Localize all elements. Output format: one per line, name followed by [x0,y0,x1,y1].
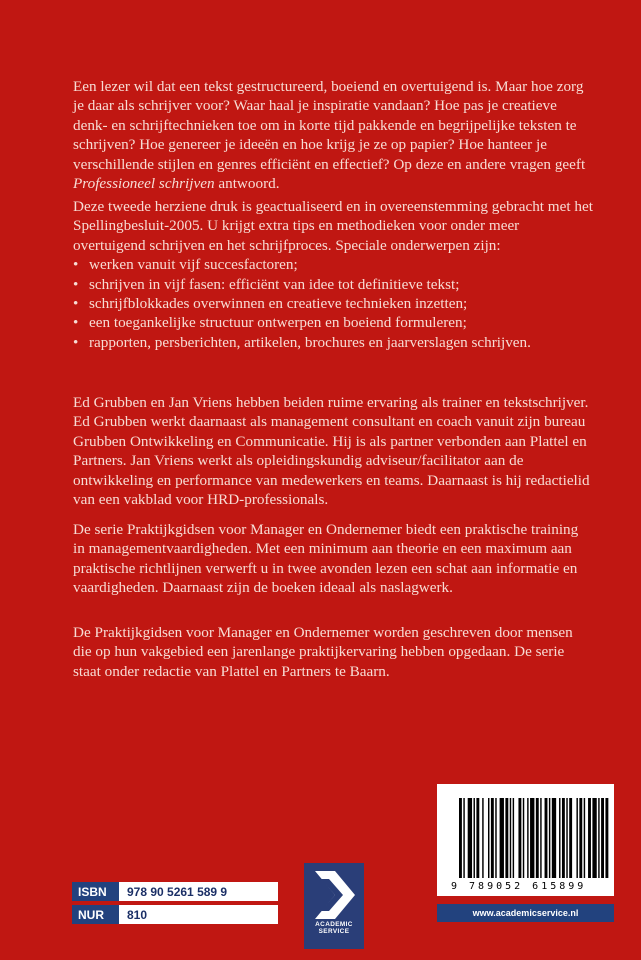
list-item: • werken vanuit vijf succesfactoren; [73,255,593,274]
edition-text: Deze tweede herziene druk is geactualiseerd en in overeenstemming gebracht met het Spellingbesluit-2005. U krijgt extra tips en methodieken voor onder meer overtuigend schrijven en het schrijfproces. Speciale onderwerpen zijn: [73,198,593,254]
barcode-bars [437,784,614,880]
website-url: www.academicservice.nl [472,908,579,918]
publisher-logo [304,863,364,949]
book-title: Professioneel schrijven [73,175,215,193]
intro-text-end: antwoord. [214,175,280,193]
list-item: • rapporten, persberichten, artikelen, brochures en jaarverslagen schrijven. [73,333,593,352]
publisher-arrow-icon [311,869,357,921]
authors-text: Ed Grubben en Jan Vriens hebben beiden ruime ervaring als trainer en tekstschrijver. Ed Grubben werkt daarnaast als management consultant en coach vanuit zijn bureau Grubben Ontwikkeling en Communicatie. Hij is als partner verbonden aan Plattel en Partners. Jan Vriens werkt als opleidingskundig adviseur/facilitator aan de ontwikkeling en performance van medewerkers en teams. Daarnaast is hij redactielid van een vakblad voor HRD-professionals. [73,394,590,509]
series-paragraph [73,520,593,598]
series-text: De serie Praktijkgidsen voor Manager en Ondernemer biedt een praktische training in managementvaardigheden. Met een minimum aan theorie en een maximum aan praktische richtlijnen verwerft u in twee avonden lezen een schat aan informatie en vaardigheden. Daarnaast zijn de boeken ideaal als naslagwerk. [73,521,579,597]
isbn-label: ISBN [72,882,119,901]
nur-value: 810 [127,907,148,922]
list-item: • schrijven in vijf fasen: efficiënt van idee tot definitieve tekst; [73,275,593,294]
nur-label: NUR [72,905,119,924]
barcode-number: 9 789052 615899 [451,881,587,892]
intro-paragraph [73,77,593,193]
isbn-bar [72,882,278,901]
barcode [437,784,614,896]
topic-list [73,255,593,352]
list-item: • een toegankelijke structuur ontwerpen en boeiend formuleren; [73,313,593,332]
publisher-name-line2: SERVICE [318,928,350,935]
authors-paragraph [73,393,593,509]
list-item: • schrijfblokkades overwinnen en creatieve technieken inzetten; [73,294,593,313]
nur-bar [72,905,278,924]
website-bar [437,904,614,922]
isbn-value: 978 90 5261 589 9 [127,884,228,899]
publisher-name-line1: ACADEMIC [315,921,353,928]
intro-text: Een lezer wil dat een tekst gestructureerd, boeiend en overtuigend is. Maar hoe zorg je daar als schrijver voor? Waar haal je inspiratie vandaan? Hoe pas je creatieve denk- en schrijftechnieken toe om in korte tijd pakkende en begrijpelijke teksten te schrijven? Hoe genereer je ideeën en hoe krijg je ze op papier? Hoe hanteer je verschillende stijlen en genres efficiënt en effectief? Op deze en andere vragen geeft [73,78,586,173]
series-editors-paragraph [73,623,593,681]
edition-paragraph [73,197,593,352]
series-editors-text: De Praktijkgidsen voor Manager en Ondernemer worden geschreven door mensen die op hun vakgebied een jarenlange praktijkervaring hebben opgedaan. De serie staat onder redactie van Plattel en Partners te Baarn. [73,624,573,680]
